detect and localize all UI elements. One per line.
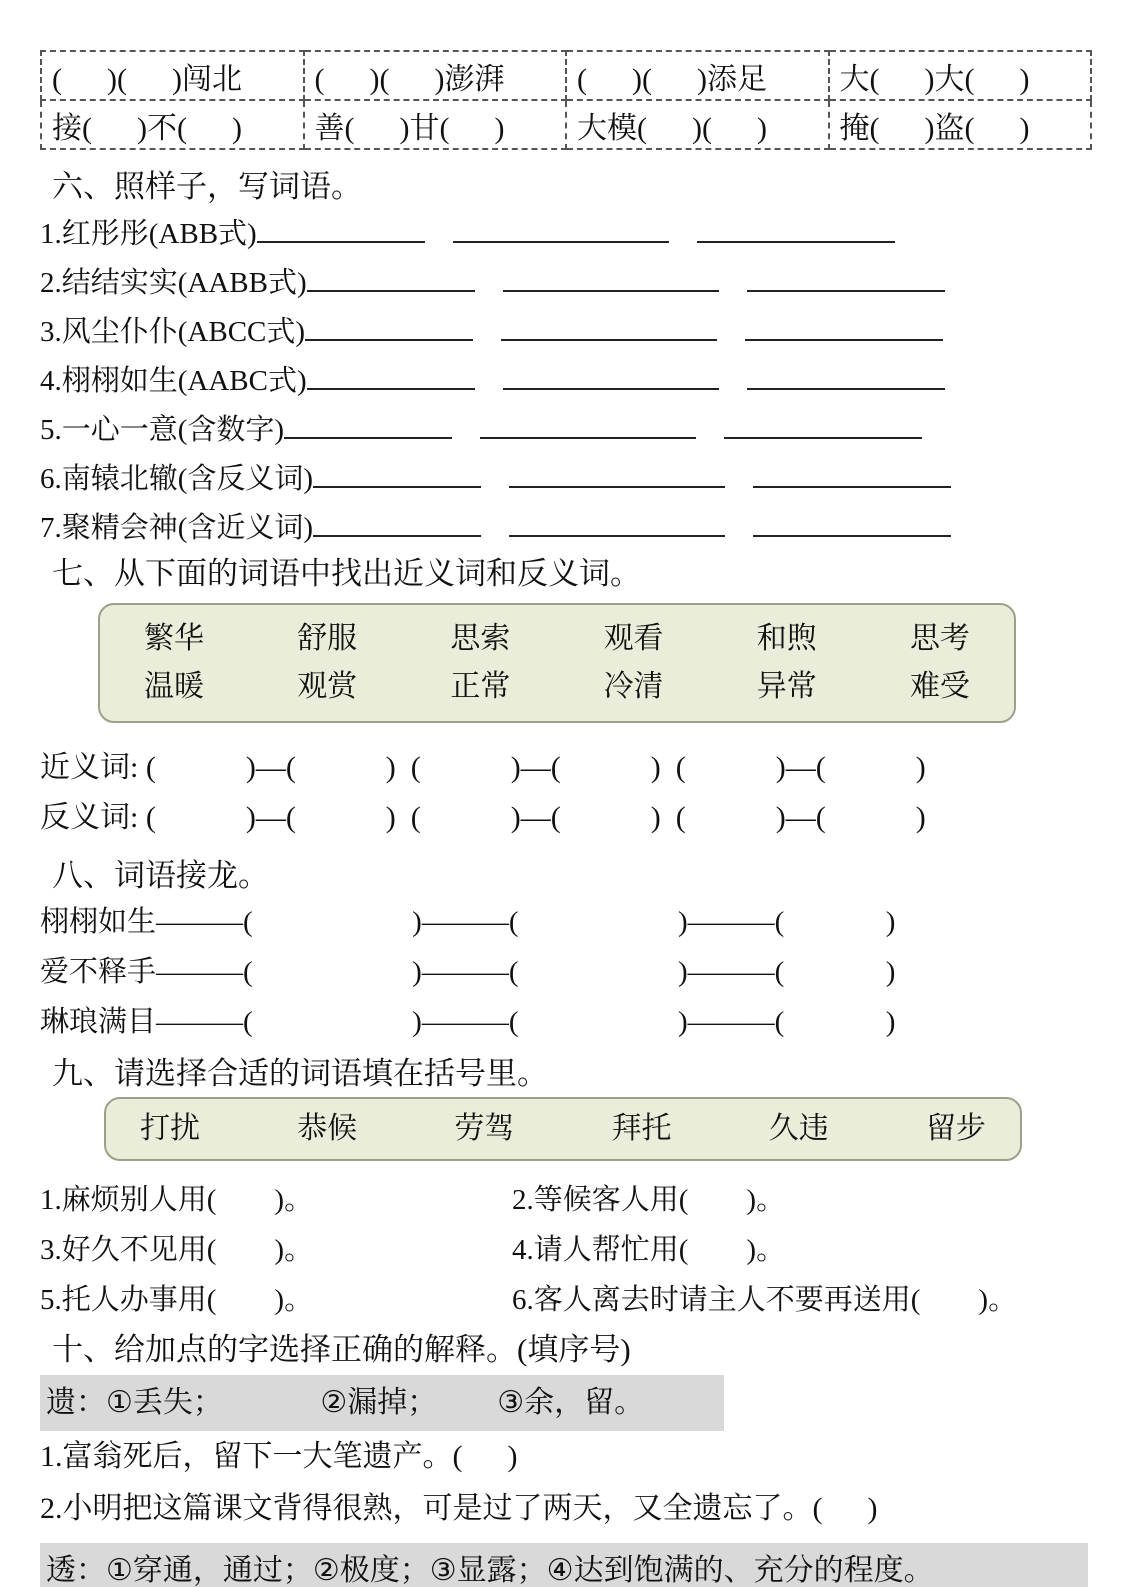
word-bank-word: 温暖 xyxy=(144,670,204,703)
usage-item: 1.麻烦别人用( )。 xyxy=(40,1184,314,1216)
word-bank-word: 久违 xyxy=(768,1112,829,1145)
answer-blank xyxy=(747,263,945,292)
word-bank-nine xyxy=(104,1097,1022,1161)
word-bank-seven xyxy=(98,603,1016,723)
answer-blank xyxy=(724,410,922,439)
idiom-table-row xyxy=(41,51,1091,100)
section-ten-item-2: 2.小明把这篇课文背得很熟，可是过了两天，又全遗忘了。( ) xyxy=(40,1492,878,1525)
idiom-cell: 善( )甘( ) xyxy=(304,100,567,149)
section-six-items xyxy=(40,210,1092,553)
answer-blank xyxy=(307,263,475,292)
answer-blank xyxy=(480,410,696,439)
answer-blank xyxy=(307,361,475,390)
word-bank-word: 观赏 xyxy=(297,670,358,703)
usage-item: 2.等候客人用( )。 xyxy=(512,1184,786,1216)
answer-blank xyxy=(501,312,717,341)
answer-blank xyxy=(305,312,473,341)
pattern-item xyxy=(40,308,1092,357)
answer-blank xyxy=(503,361,719,390)
word-bank-word: 留步 xyxy=(925,1112,986,1145)
pattern-item-label: 7.聚精会神(含近义词) xyxy=(40,512,314,544)
word-bank-word: 恭候 xyxy=(297,1112,358,1145)
usage-item: 4.请人帮忙用( )。 xyxy=(512,1234,786,1266)
section-ten-title: 十、给加点的字选择正确的解释。(填序号) xyxy=(52,1332,631,1367)
word-chain-row: 爱不释手———( )———( )———( ) xyxy=(40,956,896,988)
word-bank-word: 拜托 xyxy=(611,1112,672,1145)
idiom-cell: ( )( )添足 xyxy=(566,51,829,100)
word-chain-row: 栩栩如生———( )———( )———( ) xyxy=(40,906,896,938)
idiom-cell: 大模( )( ) xyxy=(566,100,829,149)
word-bank-word: 冷清 xyxy=(603,670,664,703)
definition-band-tou: 透：①穿通，通过；②极度；③显露；④达到饱满的、充分的程度。 xyxy=(40,1543,1088,1587)
pattern-item-label: 2.结结实实(AABB式) xyxy=(40,267,307,299)
word-bank-word: 观看 xyxy=(603,622,664,655)
answer-blank xyxy=(284,410,452,439)
word-bank-row xyxy=(144,615,970,663)
answer-blank xyxy=(503,263,719,292)
word-bank-word: 难受 xyxy=(909,670,970,703)
pattern-item xyxy=(40,357,1092,406)
answer-blank xyxy=(509,459,725,488)
pattern-item xyxy=(40,210,1092,259)
pattern-item-label: 1.红彤彤(ABB式) xyxy=(40,218,257,250)
pattern-item-label: 6.南辕北辙(含反义词) xyxy=(40,463,314,495)
answer-blank xyxy=(257,214,425,243)
usage-item: 5.托人办事用( )。 xyxy=(40,1284,314,1316)
word-bank-word: 劳驾 xyxy=(454,1112,515,1145)
answer-blank xyxy=(313,508,481,537)
word-bank-word: 打扰 xyxy=(140,1112,200,1145)
answer-blank xyxy=(509,508,725,537)
answer-blank xyxy=(753,459,951,488)
usage-item: 6.客人离去时请主人不要再送用( )。 xyxy=(512,1284,1018,1316)
pattern-item xyxy=(40,455,1092,504)
word-bank-word: 正常 xyxy=(450,670,511,703)
section-nine-title: 九、请选择合适的词语填在括号里。 xyxy=(52,1056,548,1091)
answer-blank xyxy=(753,508,951,537)
idiom-fill-table xyxy=(40,50,1092,150)
answer-blank xyxy=(313,459,481,488)
idiom-cell: 大( )大( ) xyxy=(829,51,1092,100)
pattern-item xyxy=(40,504,1092,553)
pattern-item-label: 3.风尘仆仆(ABCC式) xyxy=(40,316,306,348)
idiom-cell: ( )( )闯北 xyxy=(41,51,304,100)
word-bank-word: 异常 xyxy=(756,670,817,703)
word-bank-word: 和煦 xyxy=(756,622,817,655)
definition-band-yi: 遗：①丢失； ②漏掉； ③余，留。 xyxy=(40,1375,724,1431)
answer-blank xyxy=(453,214,669,243)
section-six-title: 六、照样子，写词语。 xyxy=(52,169,362,204)
idiom-cell: 掩( )盗( ) xyxy=(829,100,1092,149)
idiom-cell: 接( )不( ) xyxy=(41,100,304,149)
word-bank-row xyxy=(140,1105,986,1153)
synonym-line: 近义词: ( )—( ) ( )—( ) ( )—( ) xyxy=(40,751,926,784)
idiom-table-row xyxy=(41,100,1091,149)
word-bank-word: 思考 xyxy=(909,622,970,655)
idiom-table-body xyxy=(41,51,1091,149)
word-chain-list xyxy=(40,897,1092,1047)
section-seven-title: 七、从下面的词语中找出近义词和反义词。 xyxy=(52,556,641,591)
usage-item: 3.好久不见用( )。 xyxy=(40,1234,314,1266)
answer-blank xyxy=(697,214,895,243)
idiom-cell: ( )( )澎湃 xyxy=(304,51,567,100)
answer-blank xyxy=(747,361,945,390)
pattern-item-label: 5.一心一意(含数字) xyxy=(40,414,285,446)
answer-blank xyxy=(745,312,943,341)
word-bank-row xyxy=(144,663,970,711)
section-nine-items xyxy=(40,1175,1092,1325)
antonym-line: 反义词: ( )—( ) ( )—( ) ( )—( ) xyxy=(40,801,926,834)
pattern-item xyxy=(40,406,1092,455)
word-bank-word: 繁华 xyxy=(144,622,204,655)
word-bank-word: 思索 xyxy=(450,622,511,655)
word-chain-row: 琳琅满目———( )———( )———( ) xyxy=(40,1006,896,1038)
pattern-item xyxy=(40,259,1092,308)
pattern-item-label: 4.栩栩如生(AABC式) xyxy=(40,365,307,397)
section-eight-title: 八、词语接龙。 xyxy=(52,858,269,893)
word-bank-word: 舒服 xyxy=(297,622,358,655)
section-ten-item-1: 1.富翁死后，留下一大笔遗产。( ) xyxy=(40,1440,518,1473)
